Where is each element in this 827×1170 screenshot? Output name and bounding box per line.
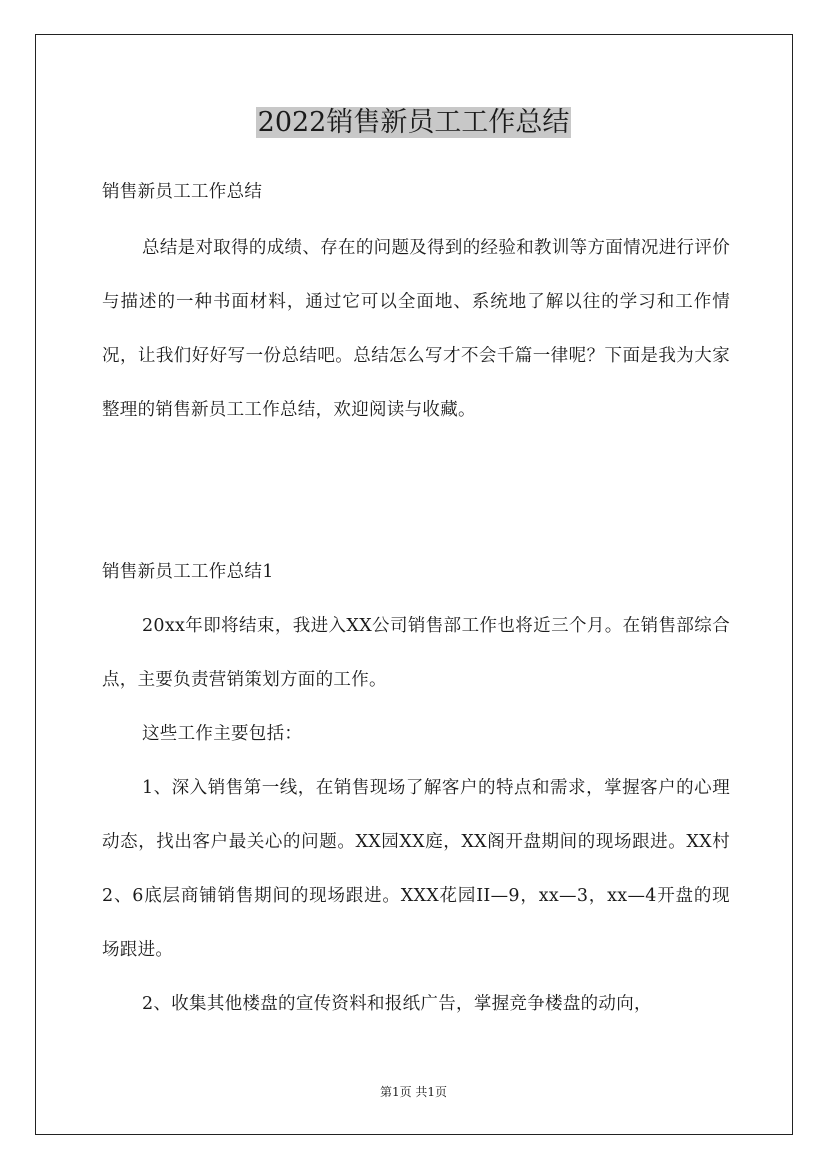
section-heading: 销售新员工工作总结1 [102,562,274,582]
document-subtitle: 销售新员工工作总结 [102,182,263,202]
intro-paragraph: 总结是对取得的成绩、存在的问题及得到的经验和教训等方面情况进行评价与描述的一种书面材料，通过它可以全面地、系统地了解以往的学习和工作情况，让我们好好写一份总结吧。总结怎么写才不会千篇一律呢？下面是我为大家整理的销售新员工工作总结，欢迎阅读与收藏。 [102,238,730,420]
paragraph-4: 2、收集其他楼盘的宣传资料和报纸广告，掌握竞争楼盘的动向， [142,994,652,1014]
paragraph-3: 1、深入销售第一线，在销售现场了解客户的特点和需求，掌握客户的心理动态，找出客户最关心的问题。XX园XX庭，XX阁开盘期间的现场跟进。XX村2、6底层商铺销售期间的现场跟进。XXX花园II—9，xx—3，xx—4开盘的现场跟进。 [102,778,730,960]
page-footer: 第1页 共1页 [379,1085,448,1099]
paragraph-2: 这些工作主要包括： [142,724,303,744]
document-title: 2022销售新员工工作总结 [257,107,570,138]
paragraph-1: 20xx年即将结束，我进入XX公司销售部工作也将近三个月。在销售部综合点，主要负责营销策划方面的工作。 [102,616,730,690]
